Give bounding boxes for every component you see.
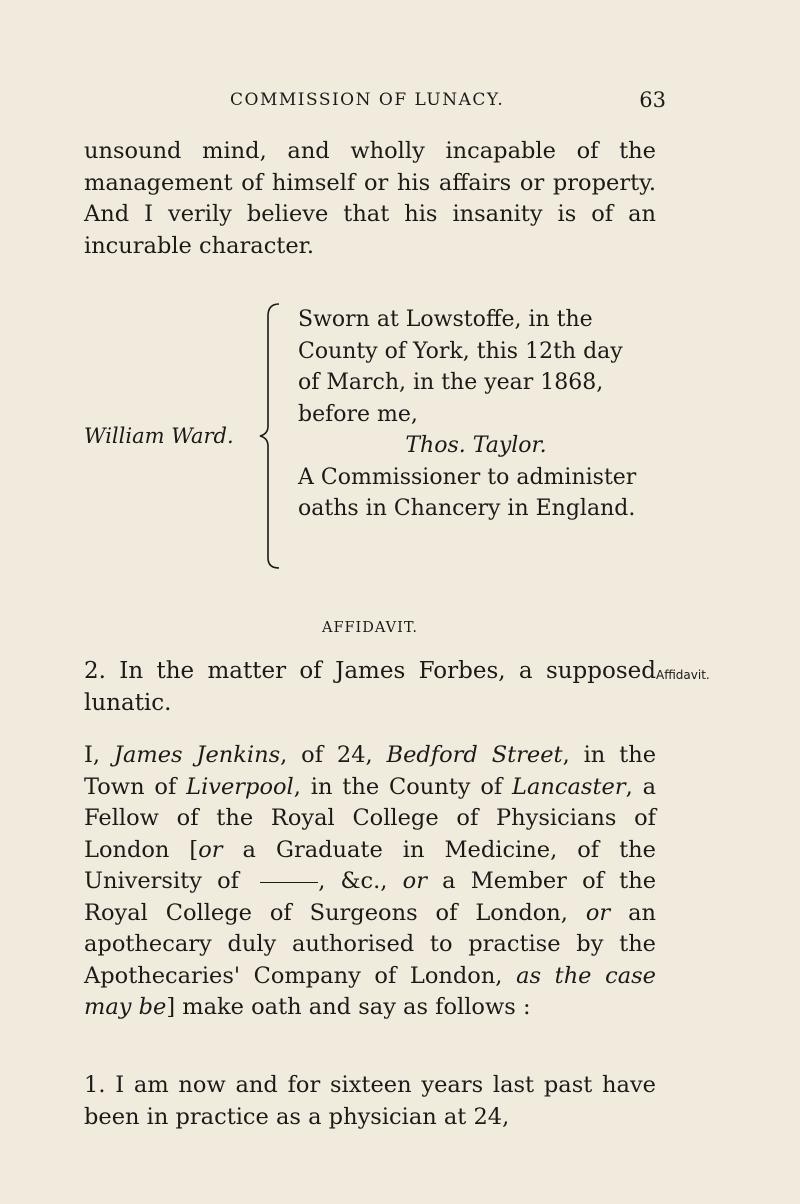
or-italic: or: [585, 899, 611, 926]
paragraph-deponent: [84, 740, 656, 1024]
jurat-line-6: A Commissioner to administer: [298, 464, 637, 490]
jurat-line-7: oaths in Chancery in England.: [298, 496, 636, 521]
jurat-line-3: of March, in the year 1868,: [298, 370, 604, 395]
paragraph-case-title: 2. In the matter of James Forbes, a supposed lunatic.: [84, 658, 656, 716]
running-head-title: COMMISSION OF LUNACY.: [230, 90, 505, 110]
text-run: I,: [84, 742, 114, 768]
margin-note: Affidavit.: [656, 668, 710, 682]
jurat-commissioner-name: Thos. Taylor.: [405, 433, 547, 458]
section-heading: AFFIDAVIT.: [321, 620, 419, 636]
text-run: , of 24,: [280, 742, 387, 768]
text-run: a Member of the Royal College of Surgeons of London,: [84, 868, 657, 926]
text-run: an apothecary duly authorised to practise by the Apothecaries' Company of London,: [84, 899, 656, 989]
case-italic: as the case may be: [84, 962, 656, 1020]
page-number: 63: [639, 88, 666, 112]
brace-icon: [249, 300, 289, 572]
running-head: [230, 90, 666, 110]
jurat-line-4: before me,: [298, 401, 418, 427]
county-name: Lancaster: [512, 773, 626, 800]
text-run: , &c.,: [318, 868, 403, 894]
text-run: , a Fellow of the Royal College of Physicians of London [: [84, 773, 656, 863]
jurat-signatory: William Ward.: [84, 424, 234, 448]
jurat-block: [84, 300, 664, 572]
street-name: Bedford Street: [386, 742, 563, 768]
text-run: ] make oath and say as follows :: [166, 994, 531, 1020]
blank-dash: [260, 882, 318, 883]
town-name: Liverpool: [186, 773, 294, 800]
or-italic: or: [198, 836, 223, 863]
jurat-line-2: County of York, this 12th day: [298, 338, 623, 364]
paragraph-numbered-1: 1. I am now and for sixteen years last past have been in practice as a physician at 24,: [84, 1072, 656, 1130]
text-run: a Graduate in Medicine, of the University of: [84, 836, 656, 894]
jurat-line-1: Sworn at Lowstoffe, in the: [298, 307, 593, 332]
jurat-text: [298, 304, 654, 525]
deponent-name: James Jenkins: [113, 742, 281, 768]
paragraph-continuation: unsound mind, and wholly incapable of the management of himself or his affairs or property. And I verily believe that his insanity is of an incurable character.: [84, 138, 656, 259]
text-run: , in the Town of: [84, 742, 657, 800]
or-italic: or: [402, 868, 427, 894]
text-run: , in the County of: [293, 773, 513, 800]
